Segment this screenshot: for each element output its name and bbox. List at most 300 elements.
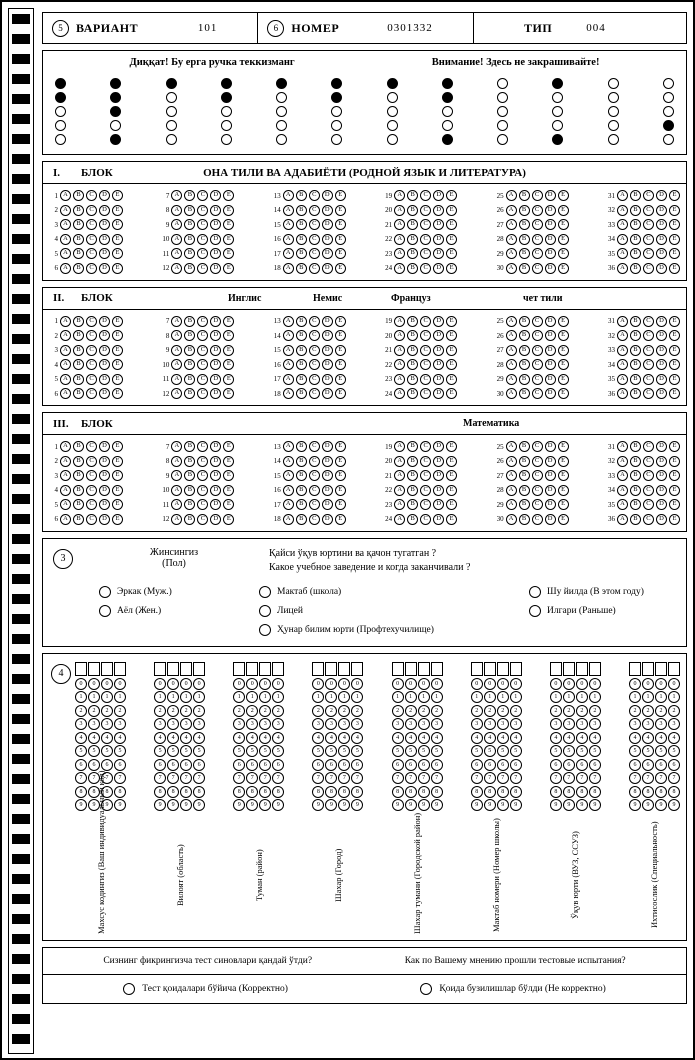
answer-bubble[interactable]: C — [197, 388, 208, 399]
option-vocational[interactable] — [259, 624, 529, 636]
code-box[interactable] — [418, 662, 430, 676]
answer-bubble[interactable]: E — [669, 316, 680, 327]
id-bubble[interactable] — [663, 92, 674, 103]
answer-bubble[interactable]: E — [112, 499, 123, 510]
answer-bubble[interactable]: D — [656, 485, 667, 496]
answer-bubble[interactable]: D — [322, 248, 333, 259]
code-digit-bubble[interactable]: 5 — [484, 745, 496, 757]
answer-bubble[interactable]: E — [112, 263, 123, 274]
code-digit-bubble[interactable]: 5 — [392, 745, 404, 757]
id-bubble[interactable] — [497, 134, 508, 145]
code-digit-bubble[interactable]: 1 — [392, 691, 404, 703]
code-digit-bubble[interactable]: 6 — [497, 759, 509, 771]
answer-bubble[interactable]: D — [433, 316, 444, 327]
code-digit-bubble[interactable]: 2 — [392, 705, 404, 717]
code-digit-bubble[interactable]: 5 — [668, 745, 680, 757]
answer-bubble[interactable]: D — [656, 470, 667, 481]
answer-bubble[interactable]: B — [630, 470, 641, 481]
answer-bubble[interactable]: B — [519, 514, 530, 525]
answer-bubble[interactable]: E — [223, 485, 234, 496]
answer-bubble[interactable]: C — [420, 248, 431, 259]
code-digit-bubble[interactable]: 0 — [167, 678, 179, 690]
answer-bubble[interactable]: C — [643, 456, 654, 467]
code-digit-bubble[interactable]: 6 — [180, 759, 192, 771]
code-digit-bubble[interactable]: 1 — [88, 691, 100, 703]
code-digit-bubble[interactable]: 1 — [471, 691, 483, 703]
answer-bubble[interactable]: A — [506, 248, 517, 259]
answer-bubble[interactable]: E — [335, 248, 346, 259]
code-digit-bubble[interactable]: 1 — [497, 691, 509, 703]
answer-bubble[interactable]: A — [283, 441, 294, 452]
answer-bubble[interactable]: D — [656, 499, 667, 510]
code-digit-bubble[interactable]: 3 — [484, 718, 496, 730]
code-digit-bubble[interactable]: 4 — [101, 732, 113, 744]
answer-bubble[interactable]: E — [335, 374, 346, 385]
answer-bubble[interactable]: C — [643, 485, 654, 496]
answer-bubble[interactable]: D — [322, 234, 333, 245]
code-digit-bubble[interactable]: 0 — [272, 678, 284, 690]
code-digit-bubble[interactable]: 0 — [259, 678, 271, 690]
answer-bubble[interactable]: A — [60, 316, 71, 327]
code-digit-bubble[interactable]: 8 — [193, 786, 205, 798]
code-digit-bubble[interactable]: 3 — [167, 718, 179, 730]
answer-bubble[interactable]: C — [309, 470, 320, 481]
id-bubble[interactable] — [608, 106, 619, 117]
id-bubble[interactable] — [387, 106, 398, 117]
answer-bubble[interactable]: D — [210, 330, 221, 341]
answer-bubble[interactable]: B — [73, 219, 84, 230]
answer-bubble[interactable]: A — [60, 330, 71, 341]
answer-bubble[interactable]: D — [99, 190, 110, 201]
answer-bubble[interactable]: E — [112, 485, 123, 496]
answer-bubble[interactable]: E — [112, 374, 123, 385]
code-digit-bubble[interactable]: 1 — [576, 691, 588, 703]
id-bubble[interactable] — [55, 78, 66, 89]
answer-bubble[interactable]: E — [558, 263, 569, 274]
answer-bubble[interactable]: E — [669, 359, 680, 370]
code-digit-bubble[interactable]: 3 — [642, 718, 654, 730]
answer-bubble[interactable]: C — [420, 359, 431, 370]
answer-bubble[interactable]: C — [532, 345, 543, 356]
answer-bubble[interactable]: C — [532, 190, 543, 201]
code-digit-bubble[interactable]: 8 — [325, 786, 337, 798]
answer-bubble[interactable]: D — [99, 514, 110, 525]
answer-bubble[interactable]: A — [617, 499, 628, 510]
answer-bubble[interactable]: D — [545, 456, 556, 467]
id-bubble[interactable] — [663, 134, 674, 145]
answer-bubble[interactable]: C — [420, 345, 431, 356]
answer-bubble[interactable]: E — [223, 499, 234, 510]
answer-bubble[interactable]: A — [171, 248, 182, 259]
header-field-type[interactable] — [474, 13, 686, 43]
answer-bubble[interactable]: B — [296, 316, 307, 327]
code-digit-bubble[interactable]: 3 — [88, 718, 100, 730]
answer-bubble[interactable]: C — [86, 514, 97, 525]
code-digit-bubble[interactable]: 4 — [392, 732, 404, 744]
code-box[interactable] — [180, 662, 192, 676]
code-digit-bubble[interactable]: 2 — [418, 705, 430, 717]
answer-bubble[interactable]: B — [184, 190, 195, 201]
id-bubble[interactable] — [608, 134, 619, 145]
code-digit-bubble[interactable]: 0 — [101, 678, 113, 690]
answer-bubble[interactable]: A — [506, 441, 517, 452]
code-digit-bubble[interactable]: 6 — [563, 759, 575, 771]
code-digit-bubble[interactable]: 1 — [259, 691, 271, 703]
answer-bubble[interactable]: A — [60, 234, 71, 245]
answer-bubble[interactable]: D — [433, 248, 444, 259]
code-digit-bubble[interactable]: 2 — [668, 705, 680, 717]
answer-bubble[interactable]: D — [545, 374, 556, 385]
code-digit-bubble[interactable]: 3 — [193, 718, 205, 730]
code-digit-bubble[interactable]: 3 — [497, 718, 509, 730]
answer-bubble[interactable]: B — [296, 374, 307, 385]
code-digit-bubble[interactable]: 4 — [471, 732, 483, 744]
answer-bubble[interactable]: C — [643, 345, 654, 356]
answer-bubble[interactable]: B — [73, 316, 84, 327]
answer-bubble[interactable]: C — [309, 219, 320, 230]
answer-bubble[interactable]: C — [86, 470, 97, 481]
code-digit-bubble[interactable]: 9 — [431, 799, 443, 811]
answer-bubble[interactable]: A — [394, 316, 405, 327]
id-bubble[interactable] — [221, 120, 232, 131]
code-digit-bubble[interactable]: 1 — [431, 691, 443, 703]
answer-bubble[interactable]: D — [545, 205, 556, 216]
id-bubble[interactable] — [442, 78, 453, 89]
answer-bubble[interactable]: B — [519, 248, 530, 259]
code-digit-bubble[interactable]: 8 — [114, 786, 126, 798]
answer-bubble[interactable]: B — [296, 205, 307, 216]
code-digit-bubble[interactable]: 3 — [431, 718, 443, 730]
answer-bubble[interactable]: D — [99, 345, 110, 356]
answer-bubble[interactable]: D — [210, 514, 221, 525]
id-bubble[interactable] — [221, 92, 232, 103]
code-digit-bubble[interactable]: 5 — [418, 745, 430, 757]
id-bubble[interactable] — [166, 134, 177, 145]
answer-bubble[interactable]: B — [184, 330, 195, 341]
answer-bubble[interactable]: B — [184, 388, 195, 399]
answer-bubble[interactable]: E — [335, 345, 346, 356]
code-digit-bubble[interactable]: 4 — [338, 732, 350, 744]
answer-bubble[interactable]: E — [558, 441, 569, 452]
option-lyceum[interactable] — [259, 605, 529, 617]
code-digit-bubble[interactable]: 9 — [233, 799, 245, 811]
code-digit-bubble[interactable]: 8 — [550, 786, 562, 798]
answer-bubble[interactable]: A — [283, 205, 294, 216]
answer-bubble[interactable]: E — [112, 441, 123, 452]
id-bubble[interactable] — [442, 134, 453, 145]
answer-bubble[interactable]: E — [669, 205, 680, 216]
answer-bubble[interactable]: B — [73, 456, 84, 467]
answer-bubble[interactable]: C — [309, 374, 320, 385]
code-digit-bubble[interactable]: 7 — [563, 772, 575, 784]
code-digit-bubble[interactable]: 9 — [510, 799, 522, 811]
radio-bubble[interactable] — [420, 983, 432, 995]
code-digit-bubble[interactable]: 7 — [246, 772, 258, 784]
answer-bubble[interactable]: D — [433, 345, 444, 356]
code-digit-bubble[interactable]: 4 — [193, 732, 205, 744]
answer-bubble[interactable]: D — [99, 485, 110, 496]
answer-bubble[interactable]: E — [112, 248, 123, 259]
answer-bubble[interactable]: B — [184, 316, 195, 327]
answer-bubble[interactable]: C — [420, 263, 431, 274]
code-digit-bubble[interactable]: 2 — [431, 705, 443, 717]
answer-bubble[interactable]: C — [86, 219, 97, 230]
answer-bubble[interactable]: B — [407, 359, 418, 370]
answer-bubble[interactable]: B — [630, 388, 641, 399]
answer-bubble[interactable]: D — [99, 263, 110, 274]
id-bubble[interactable] — [276, 106, 287, 117]
code-digit-bubble[interactable]: 7 — [180, 772, 192, 784]
answer-bubble[interactable]: A — [394, 441, 405, 452]
radio-bubble[interactable] — [529, 586, 541, 598]
code-digit-bubble[interactable]: 8 — [259, 786, 271, 798]
answer-bubble[interactable]: C — [420, 388, 431, 399]
answer-bubble[interactable]: C — [309, 205, 320, 216]
answer-bubble[interactable]: A — [60, 456, 71, 467]
code-digit-bubble[interactable]: 6 — [655, 759, 667, 771]
answer-bubble[interactable]: E — [446, 485, 457, 496]
answer-bubble[interactable]: C — [86, 456, 97, 467]
answer-bubble[interactable]: E — [223, 470, 234, 481]
code-digit-bubble[interactable]: 5 — [629, 745, 641, 757]
footer-option-correct[interactable] — [123, 983, 288, 995]
code-digit-bubble[interactable]: 4 — [351, 732, 363, 744]
code-digit-bubble[interactable]: 9 — [668, 799, 680, 811]
code-digit-bubble[interactable]: 3 — [563, 718, 575, 730]
answer-bubble[interactable]: C — [532, 499, 543, 510]
answer-bubble[interactable]: B — [407, 219, 418, 230]
code-digit-bubble[interactable]: 9 — [114, 799, 126, 811]
code-digit-bubble[interactable]: 7 — [431, 772, 443, 784]
code-digit-bubble[interactable]: 6 — [114, 759, 126, 771]
answer-bubble[interactable]: D — [433, 359, 444, 370]
id-bubble[interactable] — [331, 78, 342, 89]
answer-bubble[interactable]: B — [519, 470, 530, 481]
id-bubble[interactable] — [663, 78, 674, 89]
header-field-number[interactable] — [258, 13, 473, 43]
answer-bubble[interactable]: D — [210, 234, 221, 245]
code-digit-bubble[interactable]: 4 — [325, 732, 337, 744]
answer-bubble[interactable]: A — [506, 456, 517, 467]
answer-bubble[interactable]: B — [296, 330, 307, 341]
code-digit-bubble[interactable]: 1 — [351, 691, 363, 703]
answer-bubble[interactable]: D — [656, 514, 667, 525]
code-digit-bubble[interactable]: 5 — [351, 745, 363, 757]
answer-bubble[interactable]: D — [322, 190, 333, 201]
answer-bubble[interactable]: B — [296, 485, 307, 496]
code-digit-bubble[interactable]: 6 — [484, 759, 496, 771]
answer-bubble[interactable]: C — [309, 330, 320, 341]
answer-bubble[interactable]: C — [309, 441, 320, 452]
answer-bubble[interactable]: C — [197, 330, 208, 341]
code-digit-bubble[interactable]: 6 — [405, 759, 417, 771]
footer-option-incorrect[interactable] — [420, 983, 605, 995]
answer-bubble[interactable]: A — [171, 499, 182, 510]
code-box-row[interactable] — [629, 662, 680, 676]
code-digit-bubble[interactable]: 7 — [325, 772, 337, 784]
answer-bubble[interactable]: C — [420, 514, 431, 525]
answer-bubble[interactable]: C — [309, 345, 320, 356]
code-digit-bubble[interactable]: 9 — [484, 799, 496, 811]
answer-bubble[interactable]: D — [99, 374, 110, 385]
answer-bubble[interactable]: E — [558, 205, 569, 216]
id-bubble[interactable] — [166, 92, 177, 103]
code-digit-bubble[interactable]: 4 — [114, 732, 126, 744]
answer-bubble[interactable]: A — [283, 248, 294, 259]
id-bubble[interactable] — [497, 78, 508, 89]
code-digit-bubble[interactable]: 6 — [88, 759, 100, 771]
answer-bubble[interactable]: E — [335, 190, 346, 201]
answer-bubble[interactable]: E — [223, 330, 234, 341]
code-digit-bubble[interactable]: 5 — [642, 745, 654, 757]
answer-bubble[interactable]: D — [433, 514, 444, 525]
answer-bubble[interactable]: D — [99, 499, 110, 510]
answer-bubble[interactable]: C — [420, 330, 431, 341]
code-digit-bubble[interactable]: 4 — [576, 732, 588, 744]
answer-bubble[interactable]: A — [394, 374, 405, 385]
answer-bubble[interactable]: C — [420, 205, 431, 216]
code-digit-bubble[interactable]: 1 — [272, 691, 284, 703]
code-digit-bubble[interactable]: 1 — [405, 691, 417, 703]
answer-bubble[interactable]: E — [112, 234, 123, 245]
code-digit-bubble[interactable]: 1 — [668, 691, 680, 703]
code-digit-bubble[interactable]: 3 — [180, 718, 192, 730]
code-box-row[interactable] — [392, 662, 443, 676]
answer-bubble[interactable]: B — [296, 388, 307, 399]
code-digit-bubble[interactable]: 2 — [114, 705, 126, 717]
code-digit-bubble[interactable]: 0 — [484, 678, 496, 690]
answer-bubble[interactable]: D — [210, 388, 221, 399]
answer-bubble[interactable]: C — [532, 234, 543, 245]
answer-bubble[interactable]: A — [506, 330, 517, 341]
answer-bubble[interactable]: B — [73, 248, 84, 259]
answer-bubble[interactable]: B — [630, 190, 641, 201]
code-digit-bubble[interactable]: 4 — [589, 732, 601, 744]
code-digit-bubble[interactable]: 7 — [167, 772, 179, 784]
answer-bubble[interactable]: D — [322, 514, 333, 525]
id-bubble[interactable] — [442, 92, 453, 103]
code-digit-bubble[interactable]: 3 — [154, 718, 166, 730]
code-box[interactable] — [154, 662, 166, 676]
code-digit-bubble[interactable]: 9 — [497, 799, 509, 811]
code-digit-bubble[interactable]: 2 — [351, 705, 363, 717]
code-digit-bubble[interactable]: 2 — [338, 705, 350, 717]
code-digit-bubble[interactable]: 0 — [325, 678, 337, 690]
answer-bubble[interactable]: A — [60, 485, 71, 496]
answer-bubble[interactable]: B — [407, 345, 418, 356]
answer-bubble[interactable]: B — [407, 190, 418, 201]
answer-bubble[interactable]: B — [407, 456, 418, 467]
code-digit-bubble[interactable]: 3 — [75, 718, 87, 730]
answer-bubble[interactable]: E — [446, 219, 457, 230]
answer-bubble[interactable]: C — [643, 441, 654, 452]
code-digit-bubble[interactable]: 5 — [246, 745, 258, 757]
code-digit-bubble[interactable]: 8 — [629, 786, 641, 798]
answer-bubble[interactable]: B — [519, 485, 530, 496]
code-digit-bubble[interactable]: 8 — [154, 786, 166, 798]
code-digit-bubble[interactable]: 4 — [167, 732, 179, 744]
answer-bubble[interactable]: B — [519, 441, 530, 452]
answer-bubble[interactable]: C — [532, 359, 543, 370]
answer-bubble[interactable]: B — [73, 388, 84, 399]
id-bubble[interactable] — [497, 120, 508, 131]
answer-bubble[interactable]: D — [545, 499, 556, 510]
code-digit-bubble[interactable]: 3 — [101, 718, 113, 730]
code-digit-bubble[interactable]: 9 — [550, 799, 562, 811]
code-box[interactable] — [246, 662, 258, 676]
code-digit-bubble[interactable]: 1 — [101, 691, 113, 703]
code-digit-bubble[interactable]: 9 — [101, 799, 113, 811]
answer-bubble[interactable]: D — [656, 330, 667, 341]
answer-bubble[interactable]: E — [223, 190, 234, 201]
code-digit-bubble[interactable]: 7 — [418, 772, 430, 784]
answer-bubble[interactable]: A — [506, 190, 517, 201]
answer-bubble[interactable]: A — [394, 388, 405, 399]
answer-bubble[interactable]: E — [446, 374, 457, 385]
code-box[interactable] — [497, 662, 509, 676]
code-digit-bubble[interactable]: 4 — [312, 732, 324, 744]
answer-bubble[interactable]: C — [643, 316, 654, 327]
answer-bubble[interactable]: A — [506, 514, 517, 525]
answer-bubble[interactable]: B — [296, 456, 307, 467]
answer-bubble[interactable]: B — [296, 190, 307, 201]
answer-bubble[interactable]: C — [643, 248, 654, 259]
answer-bubble[interactable]: C — [197, 456, 208, 467]
answer-bubble[interactable]: B — [296, 248, 307, 259]
answer-bubble[interactable]: B — [407, 248, 418, 259]
answer-bubble[interactable]: C — [643, 205, 654, 216]
code-box[interactable] — [312, 662, 324, 676]
answer-bubble[interactable]: A — [60, 441, 71, 452]
answer-bubble[interactable]: D — [656, 205, 667, 216]
code-digit-bubble[interactable]: 5 — [75, 745, 87, 757]
answer-bubble[interactable]: D — [433, 441, 444, 452]
answer-bubble[interactable]: D — [433, 234, 444, 245]
answer-bubble[interactable]: D — [545, 388, 556, 399]
answer-bubble[interactable]: E — [223, 374, 234, 385]
answer-bubble[interactable]: D — [210, 359, 221, 370]
answer-bubble[interactable]: B — [296, 441, 307, 452]
answer-bubble[interactable]: E — [446, 330, 457, 341]
code-digit-bubble[interactable]: 7 — [88, 772, 100, 784]
id-bubble[interactable] — [442, 120, 453, 131]
answer-bubble[interactable]: E — [669, 456, 680, 467]
answer-bubble[interactable]: D — [545, 248, 556, 259]
code-digit-bubble[interactable]: 0 — [431, 678, 443, 690]
code-digit-bubble[interactable]: 8 — [180, 786, 192, 798]
code-digit-bubble[interactable]: 0 — [655, 678, 667, 690]
code-digit-bubble[interactable]: 5 — [338, 745, 350, 757]
answer-bubble[interactable]: D — [545, 330, 556, 341]
answer-bubble[interactable]: B — [407, 514, 418, 525]
code-digit-bubble[interactable]: 3 — [233, 718, 245, 730]
code-digit-bubble[interactable]: 4 — [75, 732, 87, 744]
code-digit-bubble[interactable]: 7 — [233, 772, 245, 784]
id-bubble[interactable] — [608, 78, 619, 89]
answer-bubble[interactable]: C — [197, 441, 208, 452]
code-digit-bubble[interactable]: 7 — [101, 772, 113, 784]
answer-bubble[interactable]: D — [656, 374, 667, 385]
id-bubble[interactable] — [110, 78, 121, 89]
code-box[interactable] — [484, 662, 496, 676]
answer-bubble[interactable]: E — [669, 234, 680, 245]
code-digit-bubble[interactable]: 5 — [431, 745, 443, 757]
code-digit-bubble[interactable]: 1 — [642, 691, 654, 703]
answer-bubble[interactable]: A — [506, 205, 517, 216]
answer-bubble[interactable]: B — [73, 470, 84, 481]
answer-bubble[interactable]: C — [86, 234, 97, 245]
code-digit-bubble[interactable]: 6 — [668, 759, 680, 771]
